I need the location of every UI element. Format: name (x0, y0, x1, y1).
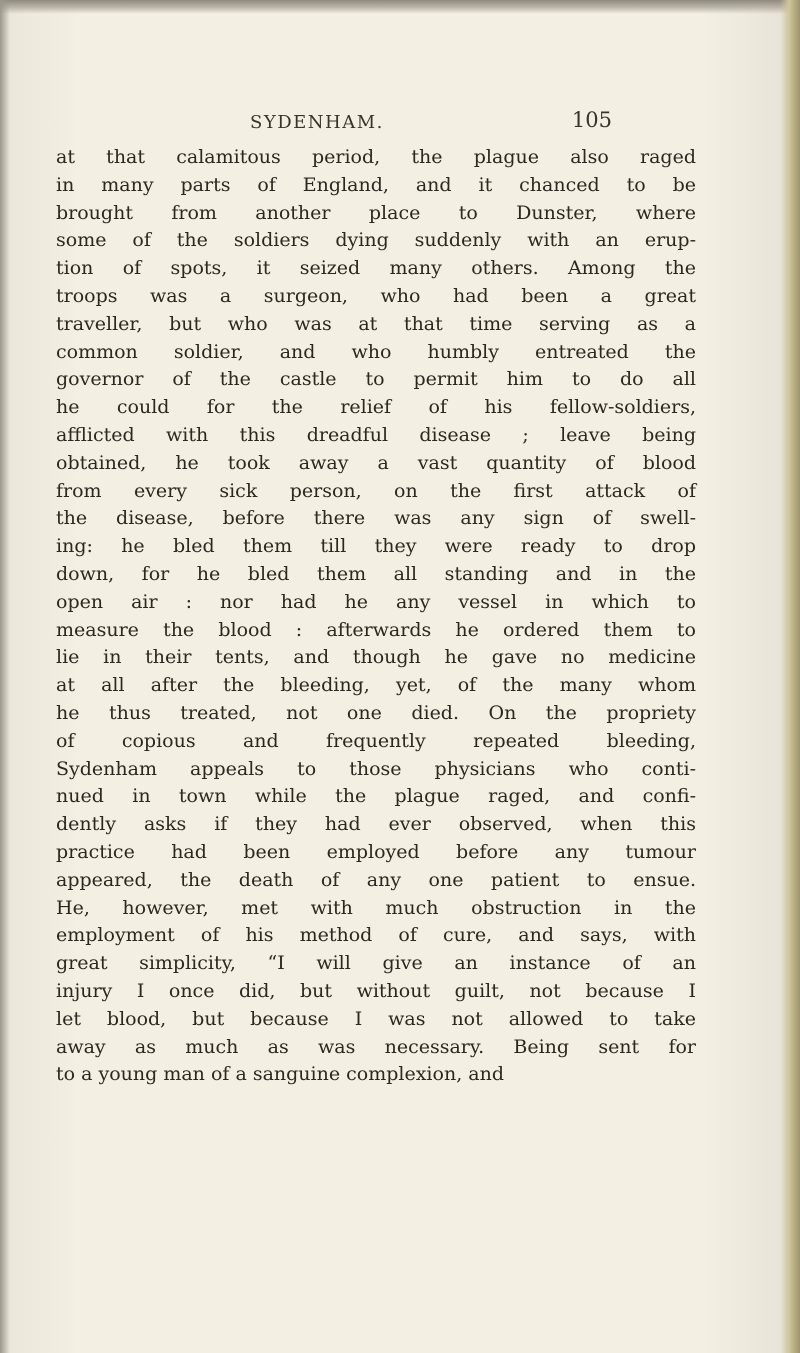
text-line: obtained, he took away a vast quantity of blood (56, 451, 696, 474)
text-line: at that calamitous period, the plague also raged (56, 146, 696, 168)
text-line: traveller, but who was at that time serving as a (56, 312, 696, 335)
text-line: open air : nor had he any vessel in which to (56, 590, 696, 613)
page-number: 105 (571, 108, 612, 132)
running-title: SYDENHAM. (250, 112, 384, 133)
text-line: Sydenham appeals to those physicians who conti- (56, 757, 696, 780)
text-line: lie in their tents, and though he gave no medicine (56, 646, 696, 669)
text-line: to a young man of a sanguine complexion, and (56, 1063, 504, 1086)
text-line: injury I once did, but without guilt, not because I (56, 979, 696, 1002)
text-line: common soldier, and who humbly entreated the (56, 340, 696, 363)
text-line: of copious and frequently repeated bleeding, (56, 729, 696, 752)
text-line: he thus treated, not one died. On the propriety (56, 701, 696, 724)
text-line: appeared, the death of any one patient to ensue. (56, 868, 696, 891)
text-line: some of the soldiers dying suddenly with an erup- (56, 229, 696, 252)
text-line: away as much as was necessary. Being sent for (56, 1035, 696, 1058)
text-line: He, however, met with much obstruction in the (56, 896, 696, 919)
body-text (56, 144, 696, 1089)
text-line: in many parts of England, and it chanced to be (56, 173, 696, 196)
text-line: he could for the relief of his fellow-soldiers, (56, 396, 696, 419)
text-line: governor of the castle to permit him to do all (56, 368, 696, 391)
text-line: at all after the bleeding, yet, of the many whom (56, 674, 696, 697)
text-line: from every sick person, on the first attack of (56, 479, 696, 502)
page-left-shadow (0, 0, 10, 1353)
text-line: troops was a surgeon, who had been a great (56, 284, 696, 307)
text-line: nued in town while the plague raged, and confi- (56, 785, 696, 808)
text-line: great simplicity, “I will give an instance of an (56, 952, 696, 975)
page-top-shadow (0, 0, 800, 14)
text-line: dently asks if they had ever observed, when this (56, 813, 696, 836)
text-line: the disease, before there was any sign of swell- (56, 507, 696, 530)
text-line: measure the blood : afterwards he ordered them to (56, 618, 696, 641)
text-line: ing: he bled them till they were ready to drop (56, 535, 696, 558)
text-line: afflicted with this dreadful disease ; leave being (56, 423, 696, 446)
text-line: practice had been employed before any tumour (56, 840, 696, 863)
text-line: let blood, but because I was not allowed to take (56, 1007, 696, 1030)
text-line: brought from another place to Dunster, where (56, 201, 696, 224)
text-line: down, for he bled them all standing and in the (56, 562, 696, 585)
text-line: tion of spots, it seized many others. Among the (56, 257, 696, 280)
page-binding-edge (780, 0, 800, 1353)
text-line: employment of his method of cure, and says, with (56, 924, 696, 947)
